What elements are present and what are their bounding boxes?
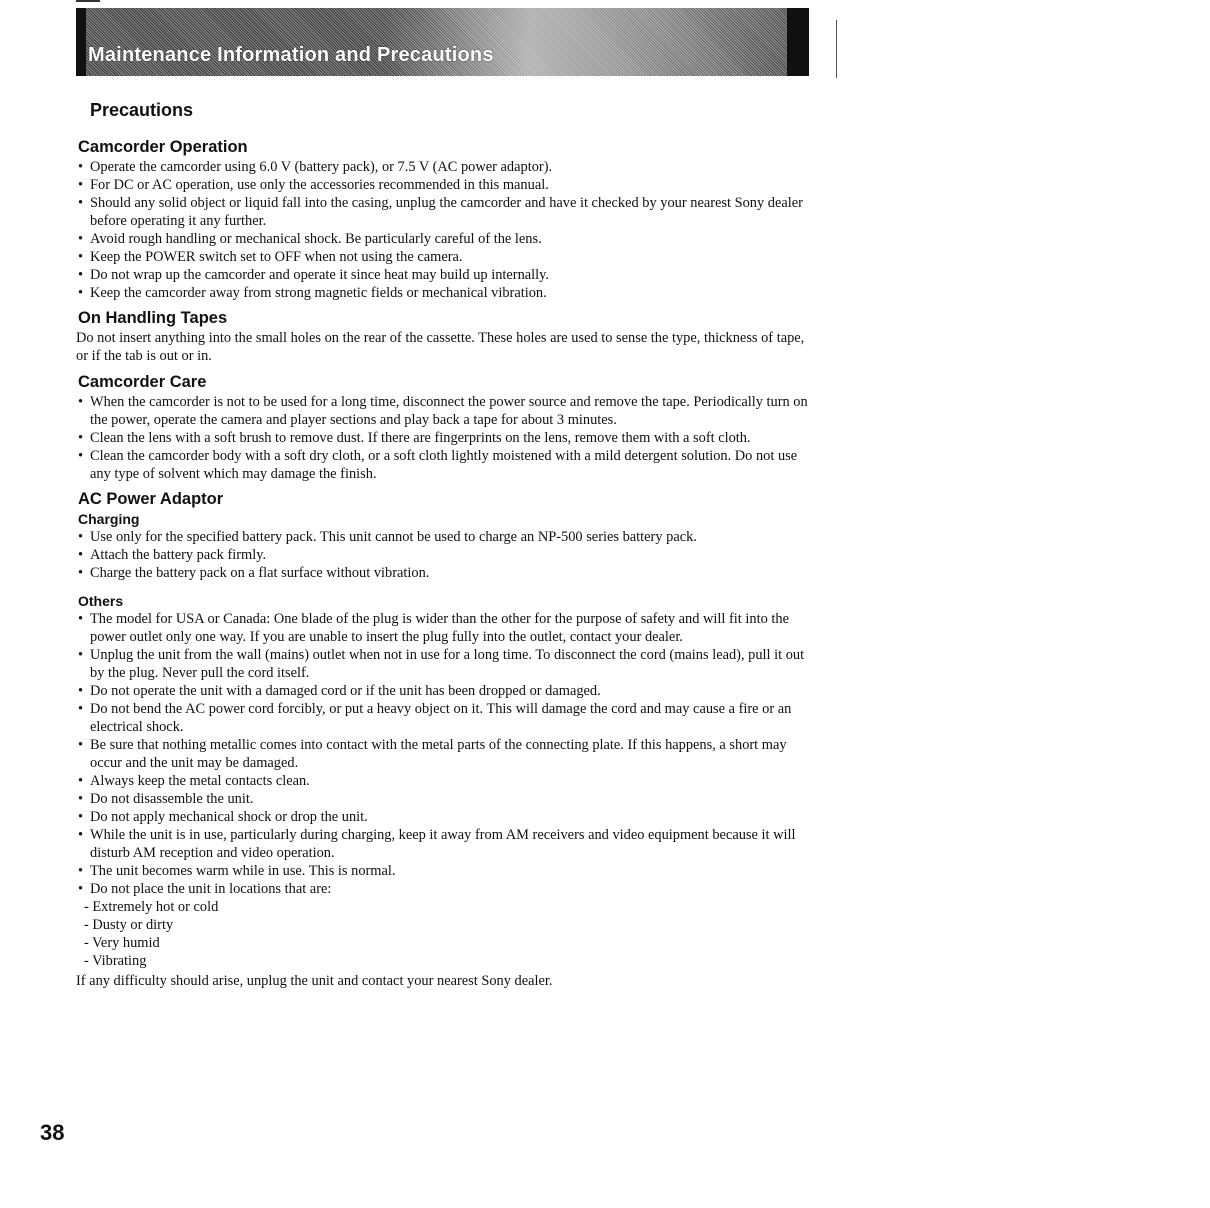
list-item: • Keep the camcorder away from strong magnetic fields or mechanical vibration. bbox=[78, 285, 547, 301]
bullet-icon: • bbox=[78, 791, 84, 807]
list-item: • Unplug the unit from the wall (mains) outlet when not in use for a long time. To disconnect the cord (mains lead), pull it out by the plug. Never pull the cord itself. bbox=[78, 647, 805, 681]
bullet-icon: • bbox=[78, 863, 84, 879]
bullet-icon: • bbox=[78, 529, 84, 545]
list-item: • For DC or AC operation, use only the accessories recommended in this manual. bbox=[78, 177, 549, 193]
page-number: 38 bbox=[40, 1120, 65, 1145]
bullet-icon: • bbox=[78, 611, 84, 627]
list-item: • Clean the camcorder body with a soft dry cloth, or a soft cloth lightly moistened with a mild detergent solution. Do not use any type of solvent which may damage the finish. bbox=[78, 448, 798, 482]
list-item: • Do not operate the unit with a damaged cord or if the unit has been dropped or damaged. bbox=[78, 683, 601, 699]
ac-power-adaptor-heading: AC Power Adaptor bbox=[78, 490, 224, 508]
bullet-icon: • bbox=[78, 267, 84, 283]
charging-list bbox=[76, 528, 816, 582]
section-title: Precautions bbox=[90, 100, 194, 120]
list-item: - Extremely hot or cold bbox=[84, 899, 219, 915]
bullet-icon: • bbox=[78, 647, 84, 663]
list-item: • Use only for the specified battery pack. This unit cannot be used to charge an NP-500 series battery pack. bbox=[78, 529, 697, 545]
list-item: • The unit becomes warm while in use. This is normal. bbox=[78, 863, 396, 879]
list-item: • Operate the camcorder using 6.0 V (battery pack), or 7.5 V (AC power adaptor). bbox=[78, 159, 553, 175]
list-item: • Do not place the unit in locations that are: bbox=[78, 881, 332, 897]
camcorder-care-heading: Camcorder Care bbox=[78, 373, 207, 391]
list-item: • Should any solid object or liquid fall into the casing, unplug the camcorder and have it checked by your nearest Sony dealer before operating it any further. bbox=[78, 195, 803, 229]
list-item: • While the unit is in use, particularly during charging, keep it away from AM receivers and video equipment because it will disturb AM reception and video operation. bbox=[78, 827, 796, 861]
bullet-icon: • bbox=[78, 195, 84, 211]
camcorder-care-list bbox=[76, 393, 816, 483]
list-item: • Clean the lens with a soft brush to remove dust. If there are fingerprints on the lens, remove them with a soft cloth. bbox=[78, 430, 751, 446]
handling-tapes-text: Do not insert anything into the small holes on the rear of the cassette. These holes are used to sense the type, thickness of tape, or if the tab is out or in. bbox=[76, 330, 805, 364]
bullet-icon: • bbox=[78, 683, 84, 699]
bullet-icon: • bbox=[78, 394, 84, 410]
list-item: - Vibrating bbox=[84, 953, 147, 969]
list-item: • Charge the battery pack on a flat surface without vibration. bbox=[78, 565, 430, 581]
list-item: • Do not apply mechanical shock or drop the unit. bbox=[78, 809, 368, 825]
bullet-icon: • bbox=[78, 448, 84, 464]
closing-note: If any difficulty should arise, unplug the unit and contact your nearest Sony dealer. bbox=[76, 973, 553, 989]
bullet-icon: • bbox=[78, 565, 84, 581]
others-heading: Others bbox=[78, 593, 124, 609]
list-item: • Attach the battery pack firmly. bbox=[78, 547, 267, 563]
others-list bbox=[76, 610, 816, 898]
margin-rule bbox=[836, 20, 837, 78]
bullet-icon: • bbox=[78, 773, 84, 789]
bullet-icon: • bbox=[78, 430, 84, 446]
list-item: - Very humid bbox=[84, 935, 160, 951]
bullet-icon: • bbox=[78, 159, 84, 175]
bullet-icon: • bbox=[78, 737, 84, 753]
list-item: • Always keep the metal contacts clean. bbox=[78, 773, 310, 789]
list-item: • Do not bend the AC power cord forcibly, or put a heavy object on it. This will damage the cord and may cause a fire or an electrical shock. bbox=[78, 701, 792, 735]
chapter-banner bbox=[76, 8, 809, 76]
charging-heading: Charging bbox=[78, 511, 140, 527]
chapter-title: Maintenance Information and Precautions bbox=[88, 44, 494, 66]
camcorder-operation-list bbox=[76, 158, 816, 302]
page-content bbox=[76, 100, 816, 990]
bullet-icon: • bbox=[78, 809, 84, 825]
list-item: • Keep the POWER switch set to OFF when not using the camera. bbox=[78, 249, 463, 265]
list-item: • Avoid rough handling or mechanical shock. Be particularly careful of the lens. bbox=[78, 231, 542, 247]
bullet-icon: • bbox=[78, 701, 84, 717]
bullet-icon: • bbox=[78, 881, 84, 897]
list-item: • The model for USA or Canada: One blade of the plug is wider than the other for the purpose of safety and will fit into the power outlet only one way. If you are unable to insert the plug fully into the outlet, contact your dealer. bbox=[78, 611, 789, 645]
list-item: • Do not disassemble the unit. bbox=[78, 791, 254, 807]
handling-tapes-heading: On Handling Tapes bbox=[78, 309, 228, 327]
bullet-icon: • bbox=[78, 177, 84, 193]
bullet-icon: • bbox=[78, 827, 84, 843]
bullet-icon: • bbox=[78, 547, 84, 563]
list-item: • Do not wrap up the camcorder and operate it since heat may build up internally. bbox=[78, 267, 550, 283]
list-item: - Dusty or dirty bbox=[84, 917, 174, 933]
bullet-icon: • bbox=[78, 249, 84, 265]
locations-list bbox=[76, 898, 816, 970]
list-item: • When the camcorder is not to be used for a long time, disconnect the power source and remove the tape. Periodically turn on the power, operate the camera and player sections and play back a tape for about 3 minutes. bbox=[78, 394, 808, 428]
list-item: • Be sure that nothing metallic comes into contact with the metal parts of the connecting plate. If this happens, a short may occur and the unit may be damaged. bbox=[78, 737, 787, 771]
camcorder-operation-heading: Camcorder Operation bbox=[78, 138, 248, 156]
bullet-icon: • bbox=[78, 285, 84, 301]
bullet-icon: • bbox=[78, 231, 84, 247]
